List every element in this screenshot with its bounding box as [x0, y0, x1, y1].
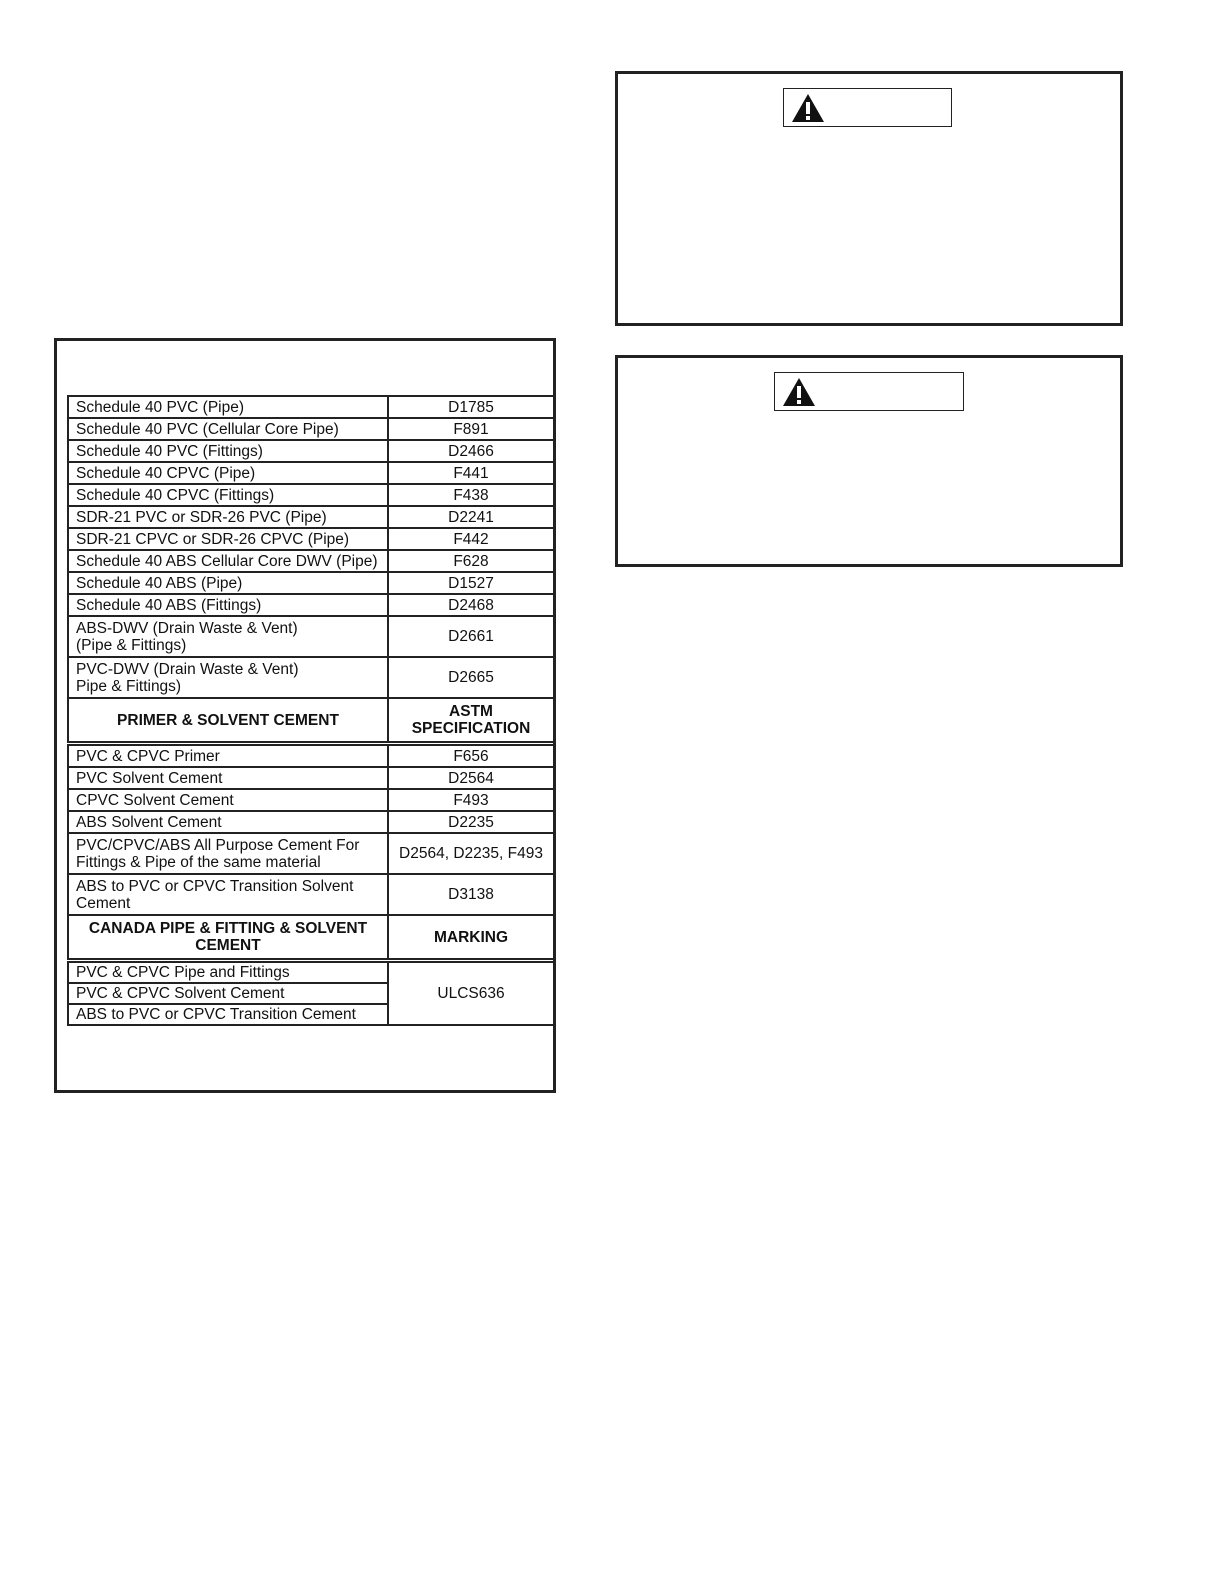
material-line: Cement: [76, 894, 131, 912]
marking-header-label: MARKING: [388, 915, 554, 961]
table-row: [68, 550, 554, 572]
material-cell: PVC Solvent Cement: [68, 767, 388, 789]
material-line: PVC-DWV (Drain Waste & Vent): [76, 660, 299, 678]
material-cell: PVC & CPVC Pipe and Fittings: [68, 961, 388, 984]
table-row: [68, 767, 554, 789]
astm-header-line: SPECIFICATION: [411, 720, 531, 737]
primer-header-row: [68, 698, 554, 744]
material-line: ABS-DWV (Drain Waste & Vent): [76, 619, 298, 637]
spec-code-cell: D2661: [388, 616, 554, 657]
spec-code-cell: D2235: [388, 811, 554, 833]
marking-code-cell: ULCS636: [388, 961, 554, 1026]
spec-code-cell: D2468: [388, 594, 554, 616]
table-row: [68, 657, 554, 698]
material-cell: PVC & CPVC Solvent Cement: [68, 983, 388, 1004]
table-row: [68, 744, 554, 768]
material-cell: [68, 833, 388, 874]
material-cell: CPVC Solvent Cement: [68, 789, 388, 811]
material-cell: Schedule 40 PVC (Cellular Core Pipe): [68, 418, 388, 440]
spec-code-cell: D2564: [388, 767, 554, 789]
material-cell: Schedule 40 PVC (Pipe): [68, 396, 388, 418]
table-row: [68, 616, 554, 657]
warning-label: [774, 372, 964, 411]
spec-code-cell: D3138: [388, 874, 554, 915]
specification-table: [67, 395, 555, 1026]
canada-header-line: CEMENT: [195, 937, 261, 954]
spec-code-cell: F656: [388, 744, 554, 768]
warning-triangle-icon: [791, 93, 825, 123]
table-row: [68, 484, 554, 506]
table-row: [68, 396, 554, 418]
table-row: [68, 961, 554, 984]
warning-box: [615, 71, 1123, 326]
material-cell: [68, 616, 388, 657]
table-row: [68, 789, 554, 811]
spec-code-cell: D2665: [388, 657, 554, 698]
canada-header-line: CANADA PIPE & FITTING & SOLVENT: [88, 920, 368, 937]
material-cell: [68, 874, 388, 915]
spec-code-cell: F441: [388, 462, 554, 484]
spec-code-cell: F891: [388, 418, 554, 440]
warning-triangle-icon: [782, 377, 816, 407]
spec-code-cell: F493: [388, 789, 554, 811]
material-cell: Schedule 40 PVC (Fittings): [68, 440, 388, 462]
material-cell: [68, 657, 388, 698]
material-cell: Schedule 40 CPVC (Pipe): [68, 462, 388, 484]
primer-header-label: PRIMER & SOLVENT CEMENT: [68, 698, 388, 744]
table-row: [68, 833, 554, 874]
table-row: [68, 572, 554, 594]
spec-code-cell: F442: [388, 528, 554, 550]
table-row: [68, 874, 554, 915]
astm-header-line: ASTM: [449, 703, 493, 720]
astm-header-label: [388, 698, 554, 744]
table-row: [68, 462, 554, 484]
table-row: [68, 440, 554, 462]
spec-code-cell: D2466: [388, 440, 554, 462]
spec-code-cell: F628: [388, 550, 554, 572]
spec-code-cell: F438: [388, 484, 554, 506]
table-row: [68, 811, 554, 833]
material-cell: PVC & CPVC Primer: [68, 744, 388, 768]
material-line: (Pipe & Fittings): [76, 636, 187, 654]
material-cell: SDR-21 CPVC or SDR-26 CPVC (Pipe): [68, 528, 388, 550]
canada-header-row: [68, 915, 554, 961]
spec-code-cell: D2241: [388, 506, 554, 528]
material-line: Pipe & Fittings): [76, 677, 182, 695]
material-cell: ABS to PVC or CPVC Transition Cement: [68, 1004, 388, 1025]
table-row: [68, 528, 554, 550]
specification-table-box: [54, 338, 556, 1093]
table-row: [68, 506, 554, 528]
material-cell: Schedule 40 ABS (Fittings): [68, 594, 388, 616]
material-cell: SDR-21 PVC or SDR-26 PVC (Pipe): [68, 506, 388, 528]
material-line: ABS to PVC or CPVC Transition Solvent: [76, 877, 354, 895]
material-cell: Schedule 40 ABS (Pipe): [68, 572, 388, 594]
spec-code-cell: D2564, D2235, F493: [388, 833, 554, 874]
material-cell: Schedule 40 ABS Cellular Core DWV (Pipe): [68, 550, 388, 572]
table-row: [68, 594, 554, 616]
spec-code-cell: D1785: [388, 396, 554, 418]
material-line: PVC/CPVC/ABS All Purpose Cement For: [76, 836, 360, 854]
material-cell: Schedule 40 CPVC (Fittings): [68, 484, 388, 506]
material-cell: ABS Solvent Cement: [68, 811, 388, 833]
warning-box: [615, 355, 1123, 567]
spec-code-cell: D1527: [388, 572, 554, 594]
canada-header-label: [68, 915, 388, 961]
material-line: Fittings & Pipe of the same material: [76, 853, 321, 871]
warning-label: [783, 88, 952, 127]
table-row: [68, 418, 554, 440]
